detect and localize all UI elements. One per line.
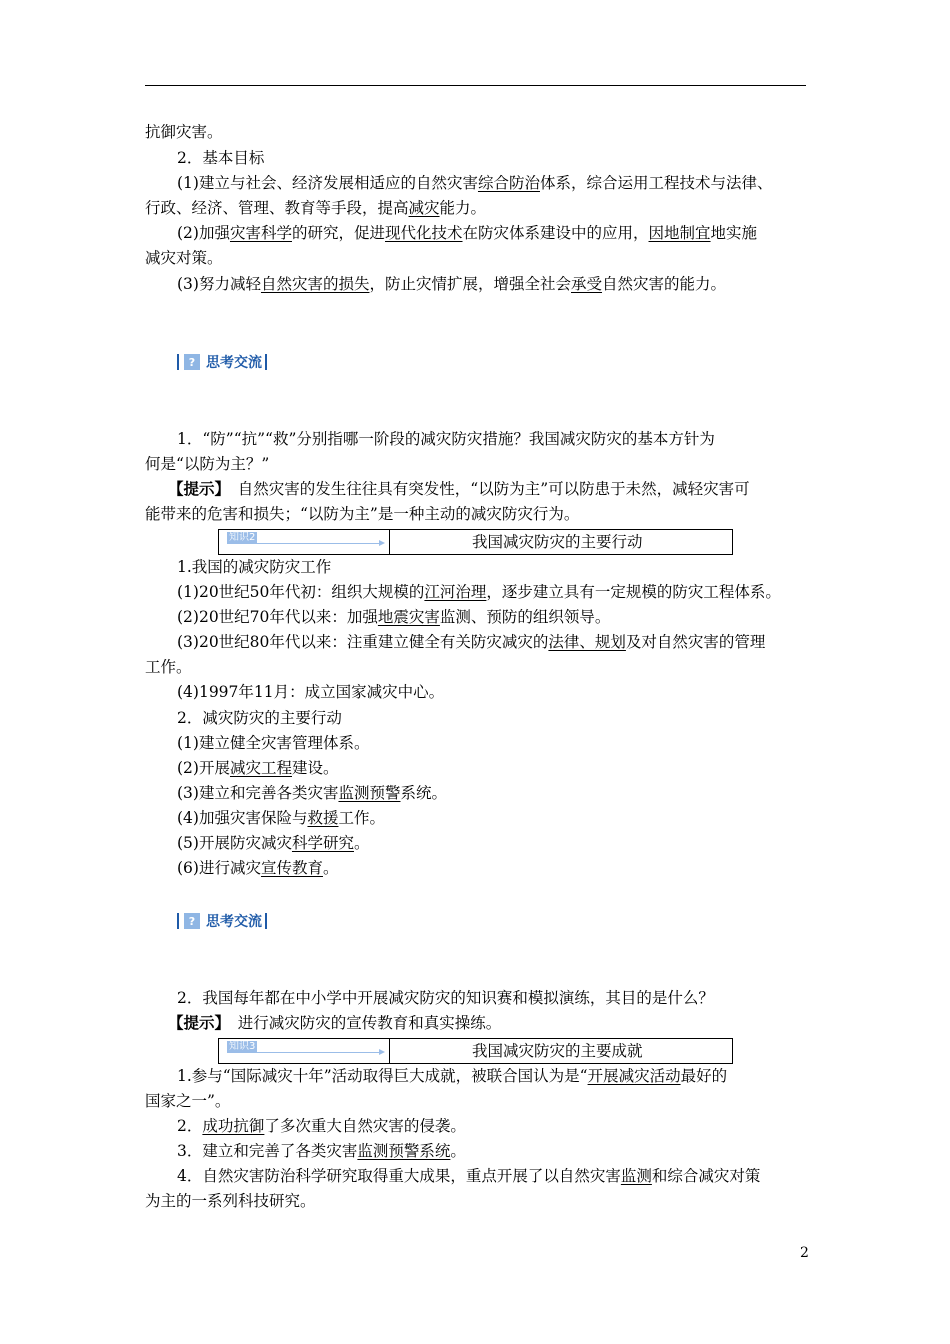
text-line: 1.参与“国际减灾十年”活动取得巨大成就，被联合国认为是“开展减灾活动最好的 bbox=[177, 1067, 728, 1085]
text-line: 国家之一”。 bbox=[145, 1092, 231, 1110]
underlined-term: 成功抗御 bbox=[202, 1117, 265, 1135]
text-line: (4)1997年11月：成立国家减灾中心。 bbox=[177, 683, 445, 701]
question-text: 2．我国每年都在中小学中开展减灾防灾的知识赛和模拟演练，其目的是什么？ bbox=[177, 989, 714, 1007]
text-line: (3)建立和完善各类灾害监测预警系统。 bbox=[177, 784, 447, 802]
text-line: (1)20世纪50年代初：组织大规模的江河治理，逐步建立具有一定规模的防灾工程体系。 bbox=[177, 583, 781, 601]
question-icon: ? bbox=[184, 913, 200, 929]
section-title: 我国减灾防灾的主要行动 bbox=[472, 533, 643, 551]
underlined-term: 法律、规划 bbox=[548, 633, 626, 651]
text-line: 4．自然灾害防治科学研究取得重大成果，重点开展了以自然灾害监测和综合减灾对策 bbox=[177, 1167, 761, 1185]
underlined-term: 综合防治 bbox=[477, 174, 540, 192]
underlined-term: 自然灾害的损失 bbox=[260, 275, 370, 293]
text-line: (4)加强灾害保险与救援工作。 bbox=[177, 809, 385, 827]
underlined-term: 江河治理 bbox=[424, 583, 487, 601]
section-title-table bbox=[218, 529, 733, 555]
question-text: 何是“以防为主？” bbox=[145, 455, 270, 473]
arrow-icon bbox=[227, 1052, 383, 1053]
knowledge-tag: 知识3 bbox=[229, 1041, 256, 1052]
question-text: 1．“防”“抗”“救”分别指哪一阶段的减灾防灾措施？我国减灾防灾的基本方针为 bbox=[177, 430, 715, 448]
text-line: (3)20世纪80年代以来：注重建立健全有关防灾减灾的法律、规划及对自然灾害的管理 bbox=[177, 633, 766, 651]
text-line: 工作。 bbox=[145, 658, 192, 676]
text-line: (3)努力减轻自然灾害的损失，防止灾情扩展，增强全社会承受自然灾害的能力。 bbox=[177, 275, 727, 293]
underlined-term: 监测 bbox=[620, 1167, 652, 1185]
text-line: 减灾对策。 bbox=[145, 249, 223, 267]
underlined-term: 灾害科学 bbox=[229, 224, 292, 242]
header-rule bbox=[145, 85, 806, 86]
hint-text: 【提示】 自然灾害的发生往往具有突发性，“以防为主”可以防患于未然，减轻灾害可 bbox=[168, 479, 750, 498]
underlined-term: 减灾 bbox=[408, 199, 440, 217]
think-exchange-header: ? 思考交流 bbox=[177, 352, 267, 372]
text-line: (2)开展减灾工程建设。 bbox=[177, 759, 339, 777]
underlined-term: 科学研究 bbox=[291, 834, 354, 852]
underlined-term: 救援 bbox=[307, 809, 339, 827]
underlined-term: 承受 bbox=[571, 275, 603, 293]
arrow-icon bbox=[227, 543, 383, 544]
page-number: 2 bbox=[800, 1245, 809, 1261]
underlined-term: 现代化技术 bbox=[385, 224, 463, 242]
hint-text: 【提示】 进行减灾防灾的宣传教育和真实操练。 bbox=[168, 1013, 502, 1032]
underlined-term: 地震灾害 bbox=[377, 608, 440, 626]
text-line: (6)进行减灾宣传教育。 bbox=[177, 859, 339, 877]
underlined-term: 减灾工程 bbox=[229, 759, 292, 777]
underlined-term: 开展减灾活动 bbox=[587, 1067, 681, 1085]
underlined-term: 宣传教育 bbox=[260, 859, 323, 877]
question-icon: ? bbox=[184, 354, 200, 370]
text-line: (2)加强灾害科学的研究，促进现代化技术在防灾体系建设中的应用，因地制宜地实施 bbox=[177, 224, 758, 242]
underlined-term: 因地制宜 bbox=[648, 224, 711, 242]
knowledge-tag: 知识2 bbox=[229, 532, 256, 543]
underlined-term: 监测预警 bbox=[338, 784, 401, 802]
text-line: 2．减灾防灾的主要行动 bbox=[177, 709, 342, 727]
text-line: 1.我国的减灾防灾工作 bbox=[177, 558, 332, 576]
underlined-term: 监测预警系统 bbox=[357, 1142, 451, 1160]
hint-text: 能带来的危害和损失；“以防为主”是一种主动的减灾防灾行为。 bbox=[145, 505, 580, 523]
text-line: (5)开展防灾减灾科学研究。 bbox=[177, 834, 370, 852]
text-line: 2．基本目标 bbox=[177, 149, 265, 167]
text-line: 抗御灾害。 bbox=[145, 123, 223, 141]
section-title-table bbox=[218, 1038, 733, 1064]
text-line: 3．建立和完善了各类灾害监测预警系统。 bbox=[177, 1142, 466, 1160]
section-title: 我国减灾防灾的主要成就 bbox=[472, 1042, 643, 1060]
text-line: (1)建立健全灾害管理体系。 bbox=[177, 734, 370, 752]
text-line: 为主的一系列科技研究。 bbox=[145, 1192, 316, 1210]
text-line: 行政、经济、管理、教育等手段，提高减灾能力。 bbox=[145, 199, 487, 217]
think-exchange-header: ? 思考交流 bbox=[177, 911, 267, 931]
text-line: (1)建立与社会、经济发展相适应的自然灾害综合防治体系，综合运用工程技术与法律、 bbox=[177, 174, 773, 192]
text-line: 2．成功抗御了多次重大自然灾害的侵袭。 bbox=[177, 1117, 466, 1135]
text-line: (2)20世纪70年代以来：加强地震灾害监测、预防的组织领导。 bbox=[177, 608, 611, 626]
